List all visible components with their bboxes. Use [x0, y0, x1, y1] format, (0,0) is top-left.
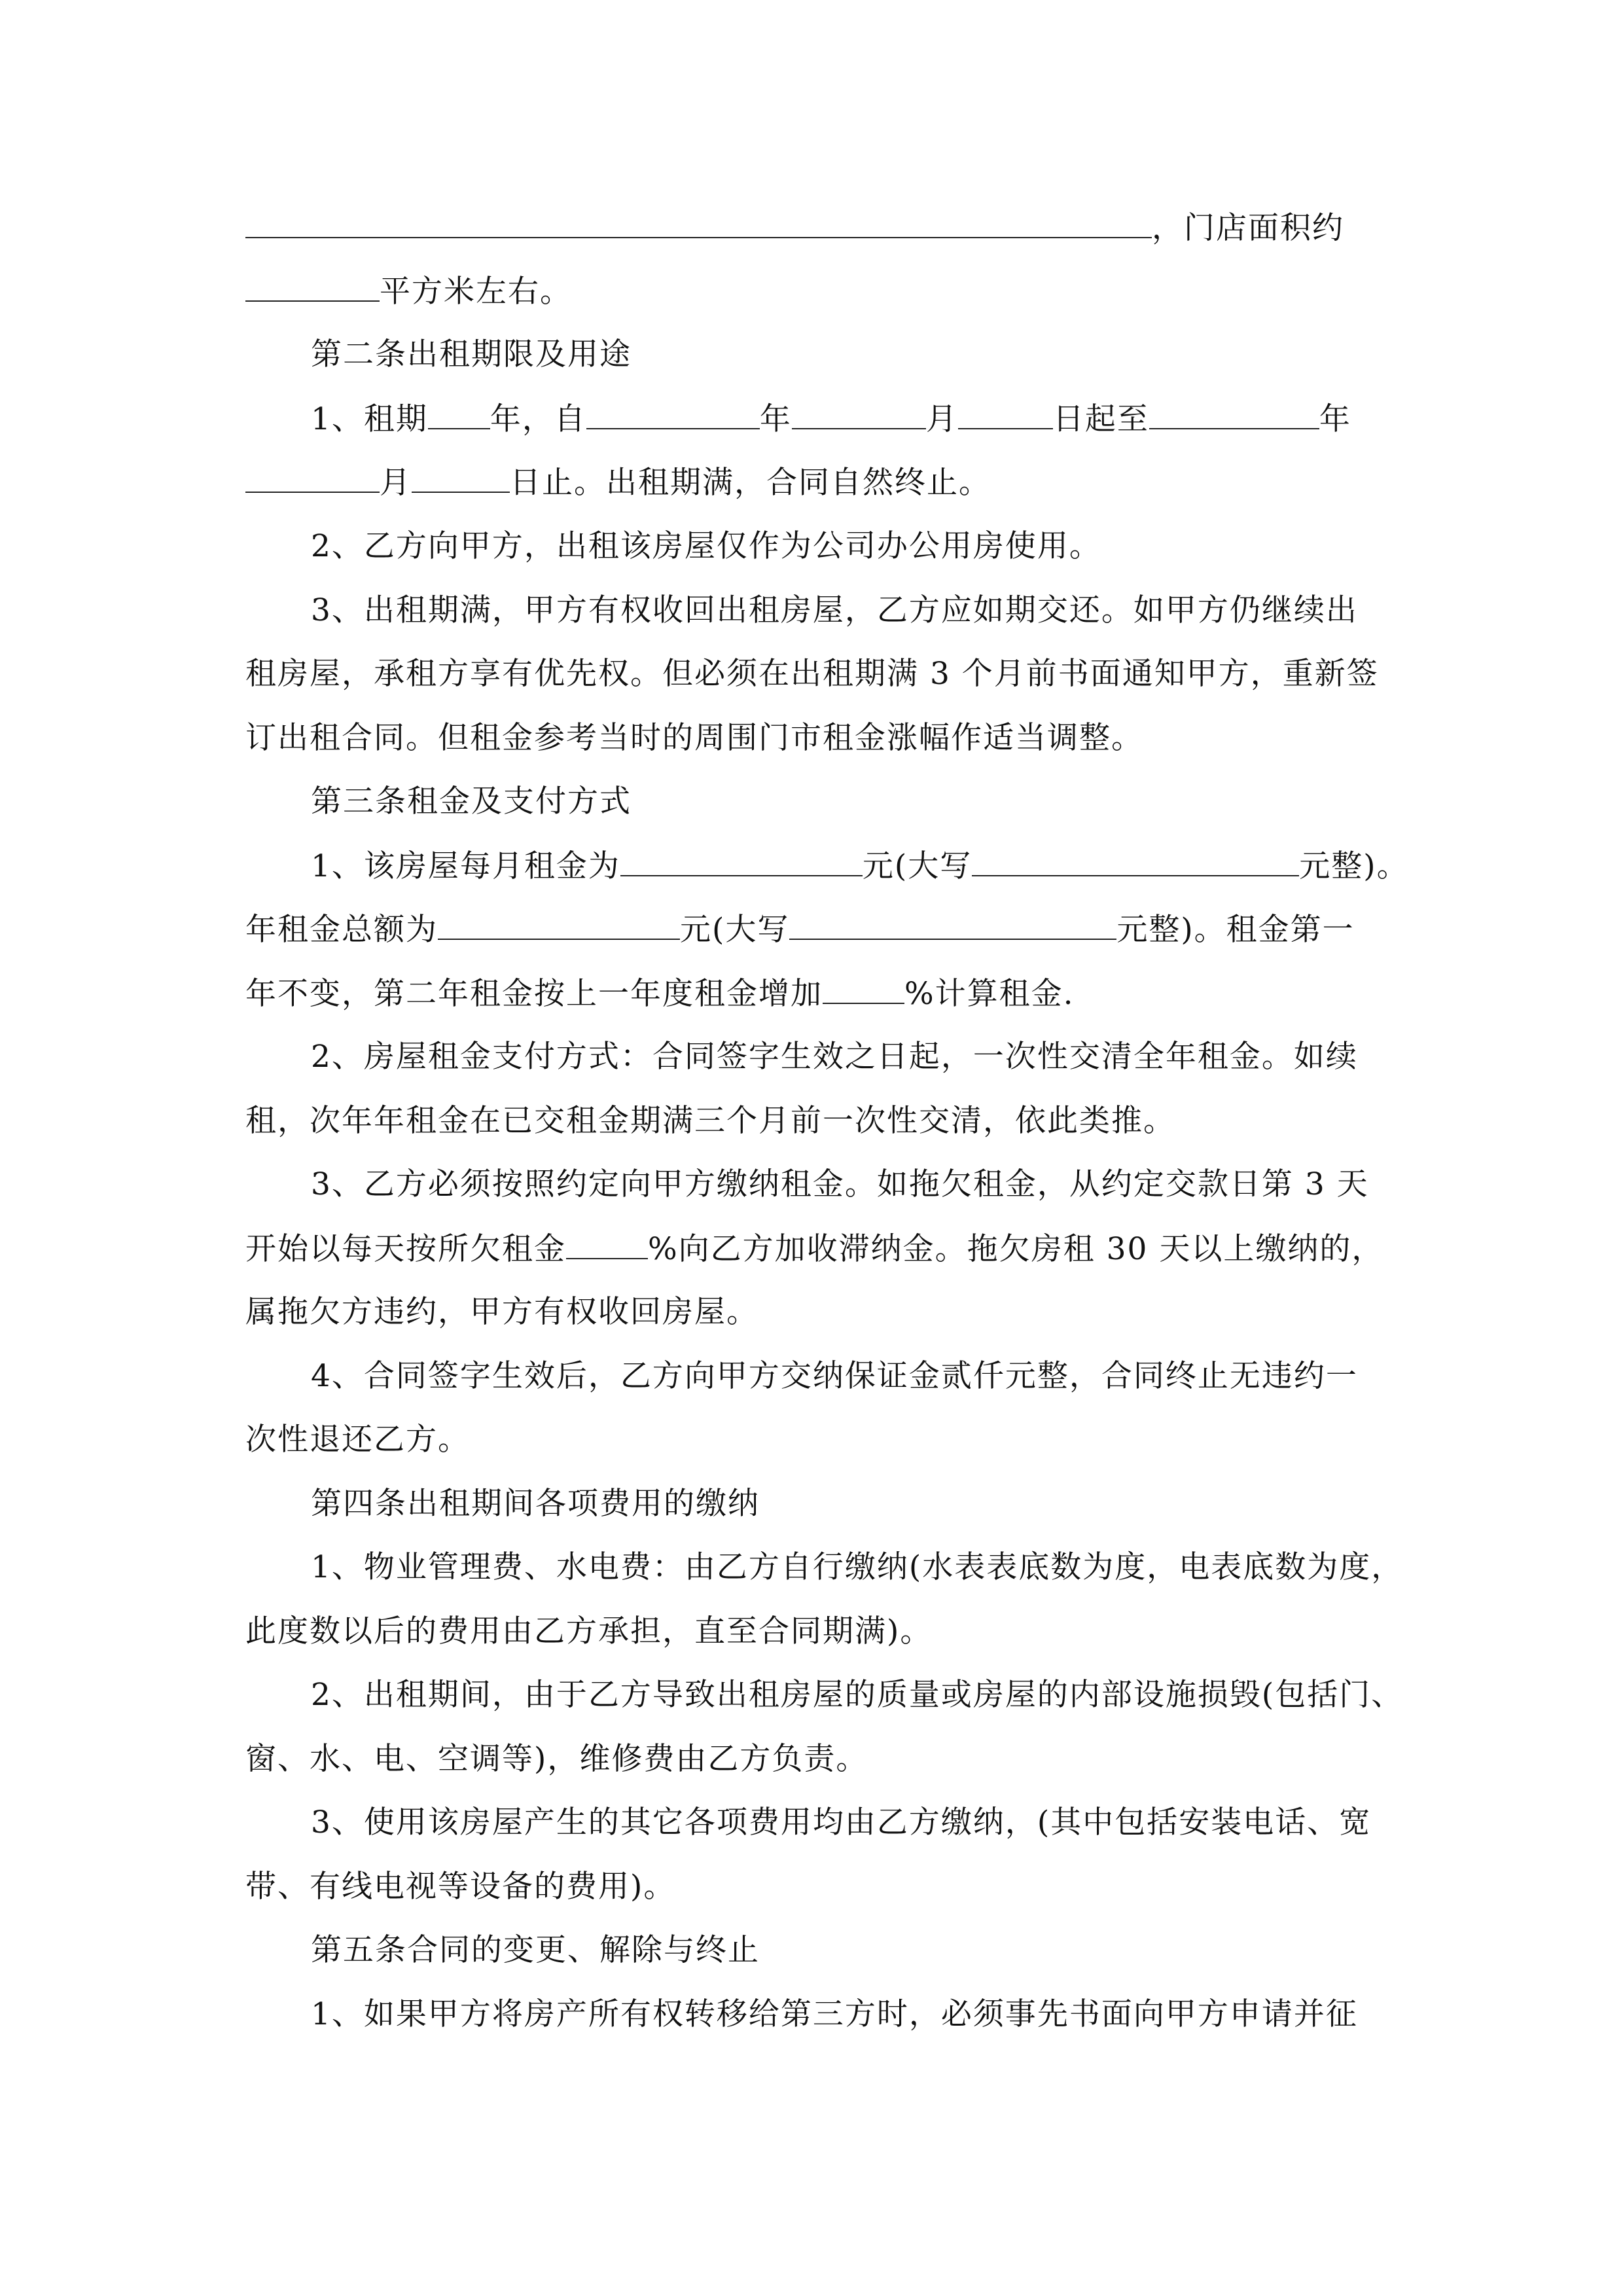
text-line: 开始以每天按所欠租金 %向乙方加收滞纳金。拖欠房租 30 天以上缴纳的，	[245, 1229, 1384, 1268]
text-line: 此度数以后的费用由乙方承担，直至合同期满)。	[245, 1613, 933, 1649]
text-line: 4、合同签字生效后，乙方向甲方交纳保证金贰仟元整，合同终止无违约一	[311, 1358, 1358, 1394]
blank-end-month	[245, 463, 380, 493]
text-line: 3、出租期满，甲方有权收回出租房屋，乙方应如期交还。如甲方仍继续出	[311, 592, 1358, 628]
text-line: 2、出租期间，由于乙方导致出租房屋的质量或房屋的内部设施损毁(包括门、	[311, 1677, 1404, 1713]
text-line: 窗、水、电、空调等)，维修费由乙方负责。	[245, 1741, 868, 1777]
text-line: 年不变，第二年租金按上一年度租金增加 %计算租金.	[245, 974, 1384, 1013]
blank-start-month	[792, 399, 926, 429]
blank-monthly-rent	[620, 846, 863, 876]
text-line: 1、该房屋每月租金为 元(大写 元整)。	[311, 846, 1384, 886]
blank-annual-rent-words	[789, 910, 1116, 940]
text-line: 2、乙方向甲方，出租该房屋仅作为公司办公用房使用。	[311, 528, 1101, 564]
text-line: 1、物业管理费、水电费：由乙方自行缴纳(水表表底数为度，电表底数为度，	[311, 1549, 1404, 1585]
text-line: 3、使用该房屋产生的其它各项费用均由乙方缴纳，(其中包括安装电话、宽	[311, 1804, 1372, 1840]
blank-monthly-rent-words	[972, 846, 1299, 876]
blank-start-day	[958, 399, 1053, 429]
blank-start-year	[586, 399, 760, 429]
blank-address	[245, 208, 1152, 238]
section-heading: 第二条出租期限及用途	[311, 336, 632, 372]
text-line: 1、租期 年，自 年 月 日起至 年	[311, 399, 1384, 439]
text-line: 属拖欠方违约，甲方有权收回房屋。	[245, 1294, 758, 1330]
section-heading: 第四条出租期间各项费用的缴纳	[311, 1486, 760, 1522]
text-line: 带、有线电视等设备的费用)。	[245, 1869, 676, 1905]
section-heading: 第五条合同的变更、解除与终止	[311, 1932, 760, 1968]
blank-late-fee-percent	[566, 1229, 648, 1259]
text-line: 月 日止。出租期满，合同自然终止。	[245, 463, 1384, 502]
blank-years	[428, 399, 490, 429]
text-line: ，门店面积约	[245, 208, 1384, 247]
text-line: 1、如果甲方将房产所有权转移给第三方时，必须事先书面向甲方申请并征	[311, 1996, 1358, 2032]
blank-increase-percent	[823, 974, 904, 1004]
blank-annual-rent	[438, 910, 680, 940]
blank-end-year	[1149, 399, 1319, 429]
section-heading: 第三条租金及支付方式	[311, 783, 632, 819]
text-line: 平方米左右。	[245, 272, 1384, 311]
text-line: 3、乙方必须按照约定向甲方缴纳租金。如拖欠租金，从约定交款日第 3 天	[311, 1166, 1369, 1202]
text-line: 租房屋，承租方享有优先权。但必须在出租期满 3 个月前书面通知甲方，重新签	[245, 656, 1379, 692]
text-line: 租，次年年租金在已交租金期满三个月前一次性交清，依此类推。	[245, 1103, 1175, 1139]
text-line: 订出租合同。但租金参考当时的周围门市租金涨幅作适当调整。	[245, 720, 1143, 756]
blank-end-day	[412, 463, 510, 493]
text-line: 年租金总额为 元(大写 元整)。租金第一	[245, 910, 1384, 949]
blank-area	[245, 272, 380, 302]
text-line: 2、房屋租金支付方式：合同签字生效之日起，一次性交清全年租金。如续	[311, 1039, 1358, 1075]
text-line: 次性退还乙方。	[245, 1422, 470, 1458]
